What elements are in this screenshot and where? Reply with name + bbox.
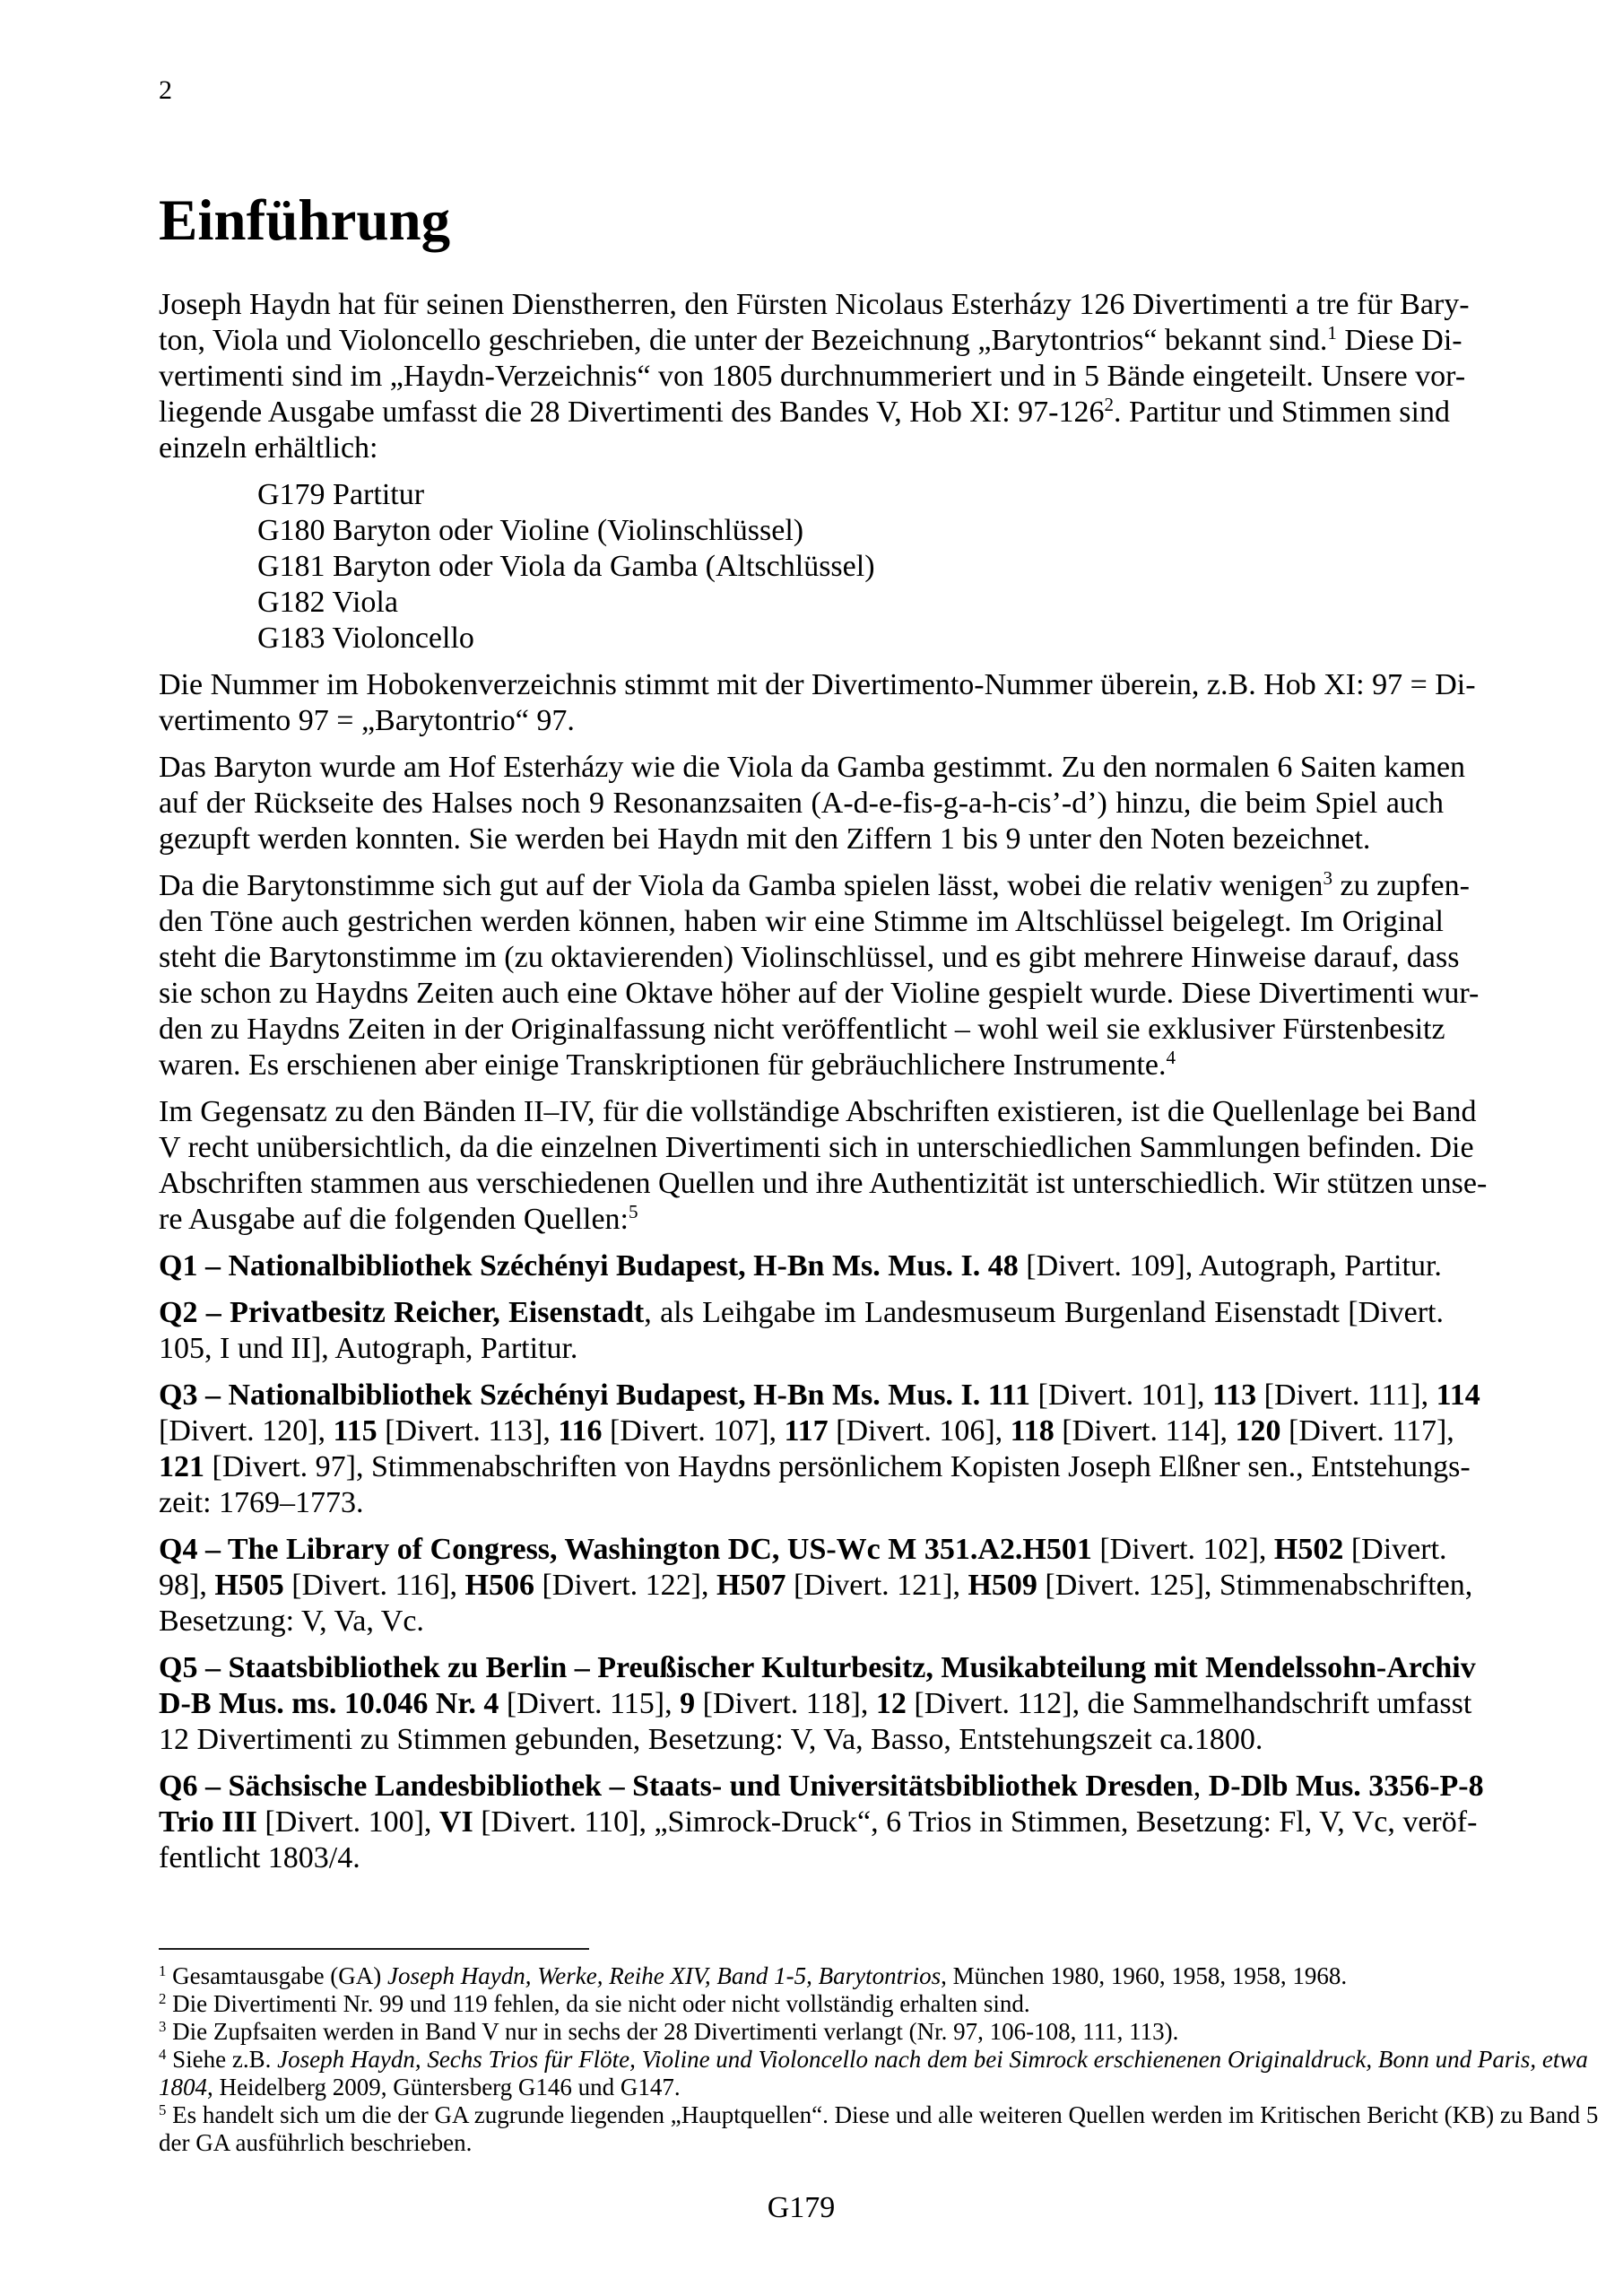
text-line xyxy=(159,322,1462,359)
footnote-reference: 3 xyxy=(159,2017,167,2035)
text-line xyxy=(159,2074,1444,2101)
text-run: Da die Barytonstimme sich gut auf der Viola da Gamba spielen lässt, wobei die relativ wenigen xyxy=(159,869,1324,902)
text-run: [Divert. 109], Autograph, Partitur. xyxy=(1018,1249,1442,1283)
text-run: G179 Partitur xyxy=(257,478,425,511)
text-run: 116 xyxy=(558,1414,603,1448)
source-q5 xyxy=(159,1650,1476,1758)
text-run: Q6 – Sächsische Landesbibliothek – Staats- und Universitätsbibliothek Dresden xyxy=(159,1770,1193,1803)
text-line xyxy=(159,867,1470,904)
text-line xyxy=(159,2129,1444,2157)
text-run: , Heidelberg 2009, Güntersberg G146 und G147. xyxy=(207,2074,681,2100)
text-run: 117 xyxy=(784,1414,829,1448)
footnote-separator xyxy=(159,1948,589,1950)
hoboken-paragraph xyxy=(159,667,1476,739)
footnote-reference: 2 xyxy=(1104,394,1115,416)
text-line xyxy=(159,1012,1444,1048)
text-line xyxy=(159,703,1444,739)
text-line xyxy=(257,513,1444,549)
text-run: H507 xyxy=(716,1569,786,1602)
text-run: Die Divertimenti Nr. 99 und 119 fehlen, da sie nicht oder nicht vollständig erhalten sind. xyxy=(166,1990,1030,2017)
source-q2 xyxy=(159,1295,1444,1367)
text-run: [Divert. 106], xyxy=(828,1414,1011,1448)
text-run: 118 xyxy=(1010,1414,1055,1448)
page-footer-catalog-number: G179 xyxy=(767,2191,836,2224)
text-run: sie schon zu Haydns Zeiten auch eine Oktave höher auf der Violine gespielt wurde. Diese Divertimenti wur- xyxy=(159,977,1480,1010)
text-line xyxy=(159,1722,1444,1758)
text-line xyxy=(159,1962,1444,1990)
text-line xyxy=(159,1413,1454,1449)
text-line xyxy=(159,1568,1473,1604)
text-line xyxy=(159,1295,1444,1331)
source-q4 xyxy=(159,1532,1473,1639)
text-run: Q4 – The Library of Congress, Washington DC, US-Wc M 351.A2.H501 xyxy=(159,1533,1092,1566)
text-run: G183 Violoncello xyxy=(257,622,474,655)
text-run: , München 1980, 1960, 1958, 1958, 1968. xyxy=(941,1962,1348,1989)
text-run: der GA ausführlich beschrieben. xyxy=(159,2129,473,2156)
text-run: Gesamtausgabe (GA) xyxy=(166,1962,388,1989)
text-run: einzeln erhältlich: xyxy=(159,431,378,465)
text-run: Trio III xyxy=(159,1805,257,1839)
footnote-reference: 1 xyxy=(159,1961,167,1979)
text-run: [Divert. 118], xyxy=(695,1687,876,1720)
text-run: 121 xyxy=(159,1450,204,1483)
text-line xyxy=(257,477,1444,513)
text-run: Die Zupfsaiten werden in Band V nur in sechs der 28 Divertimenti verlangt (Nr. 97, 106-108, 111, 113). xyxy=(166,2018,1179,2045)
footnote-reference: 5 xyxy=(159,2100,167,2118)
text-run: den zu Haydns Zeiten in der Originalfassung nicht veröffentlicht – wohl weil sie exklusiver Fürstenbesitz xyxy=(159,1013,1445,1046)
text-run: [Divert. 102], xyxy=(1091,1533,1274,1566)
text-run: [Divert. 107], xyxy=(602,1414,785,1448)
text-line xyxy=(159,1202,1444,1238)
text-line xyxy=(159,1449,1471,1485)
footnote-1 xyxy=(159,1962,1444,1990)
text-line xyxy=(159,1485,1444,1521)
text-line xyxy=(159,2045,1588,2074)
text-run: . Partitur und Stimmen sind xyxy=(1114,396,1450,429)
intro-paragraph xyxy=(159,287,1470,466)
text-line xyxy=(159,2018,1444,2046)
baryton-tuning-paragraph xyxy=(159,750,1466,857)
text-line xyxy=(159,1686,1472,1722)
text-run: [Divert. 97], Stimmenabschriften von Haydns persönlichem Kopisten Joseph Elßner sen., Entstehungs- xyxy=(204,1450,1471,1483)
text-run: H502 xyxy=(1273,1533,1344,1566)
text-line xyxy=(159,1378,1480,1413)
text-run: Siehe z.B. xyxy=(166,2046,278,2073)
text-run: Besetzung: V, Va, Vc. xyxy=(159,1605,424,1638)
text-run: Q3 – Nationalbibliothek Széchényi Budapest, H-Bn Ms. Mus. I. 111 xyxy=(159,1378,1030,1412)
text-run: [Divert. 115], xyxy=(499,1687,681,1720)
text-run: D-B Mus. ms. 10.046 Nr. 4 xyxy=(159,1687,499,1720)
footnote-2 xyxy=(159,1990,1444,2018)
text-run: [Divert. 113], xyxy=(377,1414,559,1448)
text-run: G181 Baryton oder Viola da Gamba (Altschlüssel) xyxy=(257,550,875,583)
page-number: 2 xyxy=(159,75,172,105)
text-run: vertimento 97 = „Barytontrio“ 97. xyxy=(159,704,575,737)
text-run: den Töne auch gestrichen werden können, haben wir eine Stimme im Altschlüssel beigelegt. Im Original xyxy=(159,905,1444,938)
text-run: Q1 – Nationalbibliothek Széchényi Budapest, H-Bn Ms. Mus. I. 48 xyxy=(159,1249,1019,1283)
text-line xyxy=(257,549,1444,585)
text-run: zeit: 1769–1773. xyxy=(159,1486,364,1519)
footnote-reference: 5 xyxy=(628,1201,638,1223)
text-run: 12 xyxy=(875,1687,907,1720)
text-run: Joseph Haydn, Werke, Reihe XIV, Band 1-5, Barytontrios xyxy=(387,1962,942,1989)
text-line xyxy=(159,750,1466,786)
page-title: Einführung xyxy=(159,188,451,253)
text-run: auf der Rückseite des Halses noch 9 Resonanzsaiten (A-d-e-fis-g-a-h-cis’-d’) hinzu, die beim Spiel auch xyxy=(159,787,1444,820)
text-line xyxy=(159,1130,1474,1166)
text-run: [Divert. xyxy=(1343,1533,1447,1566)
text-run: [Divert. 110], „Simrock-Druck“, 6 Trios in Stimmen, Besetzung: Fl, V, Vc, veröf- xyxy=(473,1805,1478,1839)
text-run: [Divert. 111], xyxy=(1256,1378,1436,1412)
text-run: H506 xyxy=(464,1569,534,1602)
text-line xyxy=(159,394,1450,430)
text-run: VI xyxy=(438,1805,473,1839)
text-run: steht die Barytonstimme im (zu oktavierenden) Violinschlüssel, und es gibt mehrere Hinweise darauf, dass xyxy=(159,941,1460,974)
text-run: Die Nummer im Hobokenverzeichnis stimmt mit der Divertimento-Nummer überein, z.B. Hob XI: 97 = Di- xyxy=(159,668,1476,701)
text-line xyxy=(257,621,1444,657)
text-run: [Divert. 120], xyxy=(159,1414,334,1448)
footnote-reference: 1 xyxy=(1327,322,1337,344)
text-blocks xyxy=(159,287,1488,1876)
text-line xyxy=(159,1769,1484,1805)
text-run: G182 Viola xyxy=(257,586,398,619)
text-run: [Divert. 121], xyxy=(785,1569,968,1602)
text-line xyxy=(159,1331,1444,1367)
viola-da-gamba-paragraph xyxy=(159,867,1480,1083)
source-q1 xyxy=(159,1248,1444,1284)
footnotes xyxy=(159,1961,1599,2157)
text-run: fentlicht 1803/4. xyxy=(159,1841,360,1874)
text-line xyxy=(159,822,1444,857)
text-line xyxy=(159,1166,1488,1202)
text-run: V recht unübersichtlich, da die einzelnen Divertimenti sich in unterschiedlichen Sammlungen befinden. Die xyxy=(159,1131,1474,1164)
text-line xyxy=(159,976,1480,1012)
text-line xyxy=(159,940,1460,976)
text-run: 98], xyxy=(159,1569,215,1602)
text-run: Das Baryton wurde am Hof Esterházy wie die Viola da Gamba gestimmt. Zu den normalen 6 Saiten kamen xyxy=(159,751,1466,784)
text-run: liegende Ausgabe umfasst die 28 Divertimenti des Bandes V, Hob XI: 97-126 xyxy=(159,396,1105,429)
text-run: H509 xyxy=(968,1569,1037,1602)
text-line xyxy=(159,1248,1444,1284)
footnote-reference: 2 xyxy=(159,1989,167,2007)
text-run: Q2 – Privatbesitz Reicher, Eisenstadt xyxy=(159,1296,645,1329)
text-run: Abschriften stammen aus verschiedenen Quellen und ihre Authentizität ist unterschiedlich. Wir stützen unse- xyxy=(159,1167,1488,1200)
quellenlage-paragraph xyxy=(159,1094,1488,1238)
text-run: 1804 xyxy=(159,2074,207,2100)
footnote-reference: 4 xyxy=(1166,1047,1176,1069)
text-run: D-Dlb Mus. 3356-P-8 xyxy=(1208,1770,1484,1803)
text-run: Diese Di- xyxy=(1336,324,1462,357)
text-run: 113 xyxy=(1212,1378,1257,1412)
text-line xyxy=(159,786,1444,822)
footnote-5 xyxy=(159,2100,1599,2157)
text-line xyxy=(159,1840,1444,1876)
text-run: [Divert. 116], xyxy=(283,1569,465,1602)
text-line xyxy=(159,1650,1476,1686)
footnote-3 xyxy=(159,2018,1444,2046)
text-run: 120 xyxy=(1235,1414,1281,1448)
footnote-reference: 4 xyxy=(159,2045,167,2063)
text-run: [Divert. 100], xyxy=(256,1805,439,1839)
text-run: vertimenti sind im „Haydn-Verzeichnis“ von 1805 durchnummeriert und in 5 Bände eingeteilt. Unsere vor- xyxy=(159,360,1466,393)
text-run: 9 xyxy=(680,1687,696,1720)
text-line xyxy=(159,1805,1478,1840)
text-run: [Divert. 112], die Sammelhandschrift umfasst xyxy=(906,1687,1472,1720)
footnote-4 xyxy=(159,2045,1588,2101)
edition-list xyxy=(159,477,1444,657)
text-line xyxy=(159,1604,1444,1639)
text-line xyxy=(159,1990,1444,2018)
text-run: [Divert. 101], xyxy=(1030,1378,1213,1412)
text-run: , als Leihgabe im Landesmuseum Burgenland Eisenstadt [Divert. xyxy=(644,1296,1444,1329)
text-run: [Divert. 125], Stimmenabschriften, xyxy=(1037,1569,1473,1602)
text-line xyxy=(159,1048,1444,1083)
source-q6 xyxy=(159,1769,1484,1876)
text-run: 105, I und II], Autograph, Partitur. xyxy=(159,1332,578,1365)
footnote-reference: 3 xyxy=(1323,867,1332,890)
source-q3 xyxy=(159,1378,1480,1521)
text-run: [Divert. 122], xyxy=(534,1569,716,1602)
text-line xyxy=(159,359,1466,395)
text-run: G180 Baryton oder Violine (Violinschlüssel) xyxy=(257,514,804,547)
text-run: H505 xyxy=(214,1569,284,1602)
text-line xyxy=(159,904,1444,940)
text-run: zu zupfen- xyxy=(1332,869,1470,902)
text-line xyxy=(257,585,1444,621)
text-line xyxy=(159,1094,1477,1130)
text-run: 115 xyxy=(333,1414,378,1448)
text-run: Joseph Haydn, Sechs Trios für Flöte, Violine und Violoncello nach dem bei Simrock erschienenen Originaldruck, Bonn und Paris, etwa xyxy=(277,2046,1588,2073)
text-line xyxy=(159,667,1476,703)
text-run: gezupft werden konnten. Sie werden bei Haydn mit den Ziffern 1 bis 9 unter den Noten bezeichnet. xyxy=(159,822,1371,856)
text-run: re Ausgabe auf die folgenden Quellen: xyxy=(159,1203,629,1236)
text-run: waren. Es erschienen aber einige Transkriptionen für gebräuchlichere Instrumente. xyxy=(159,1048,1167,1082)
text-run: Im Gegensatz zu den Bänden II–IV, für die vollständige Abschriften existieren, ist die Quellenlage bei Band xyxy=(159,1095,1477,1128)
text-run: [Divert. 114], xyxy=(1054,1414,1236,1448)
text-line xyxy=(159,287,1470,323)
text-run: ton, Viola und Violoncello geschrieben, die unter der Bezeichnung „Barytontrios“ bekannt sind. xyxy=(159,324,1328,357)
text-run: 114 xyxy=(1436,1378,1480,1412)
text-line xyxy=(159,2100,1599,2129)
text-run: Q5 – Staatsbibliothek zu Berlin – Preußischer Kulturbesitz, Musikabteilung mit Mendelssohn-Archiv xyxy=(159,1651,1476,1684)
text-run: [Divert. 117], xyxy=(1280,1414,1454,1448)
text-line xyxy=(159,430,1444,466)
text-line xyxy=(159,1532,1447,1568)
text-run: Joseph Haydn hat für seinen Dienstherren, den Fürsten Nicolaus Esterházy 126 Divertimenti a tre für Bary- xyxy=(159,288,1470,321)
text-run: , xyxy=(1193,1770,1209,1803)
text-run: Es handelt sich um die der GA zugrunde liegenden „Hauptquellen“. Diese und alle weiteren Quellen werden im Kritischen Bericht (KB) zu Band 5 xyxy=(166,2101,1599,2128)
text-run: 12 Divertimenti zu Stimmen gebunden, Besetzung: V, Va, Basso, Entstehungszeit ca.1800. xyxy=(159,1723,1263,1756)
